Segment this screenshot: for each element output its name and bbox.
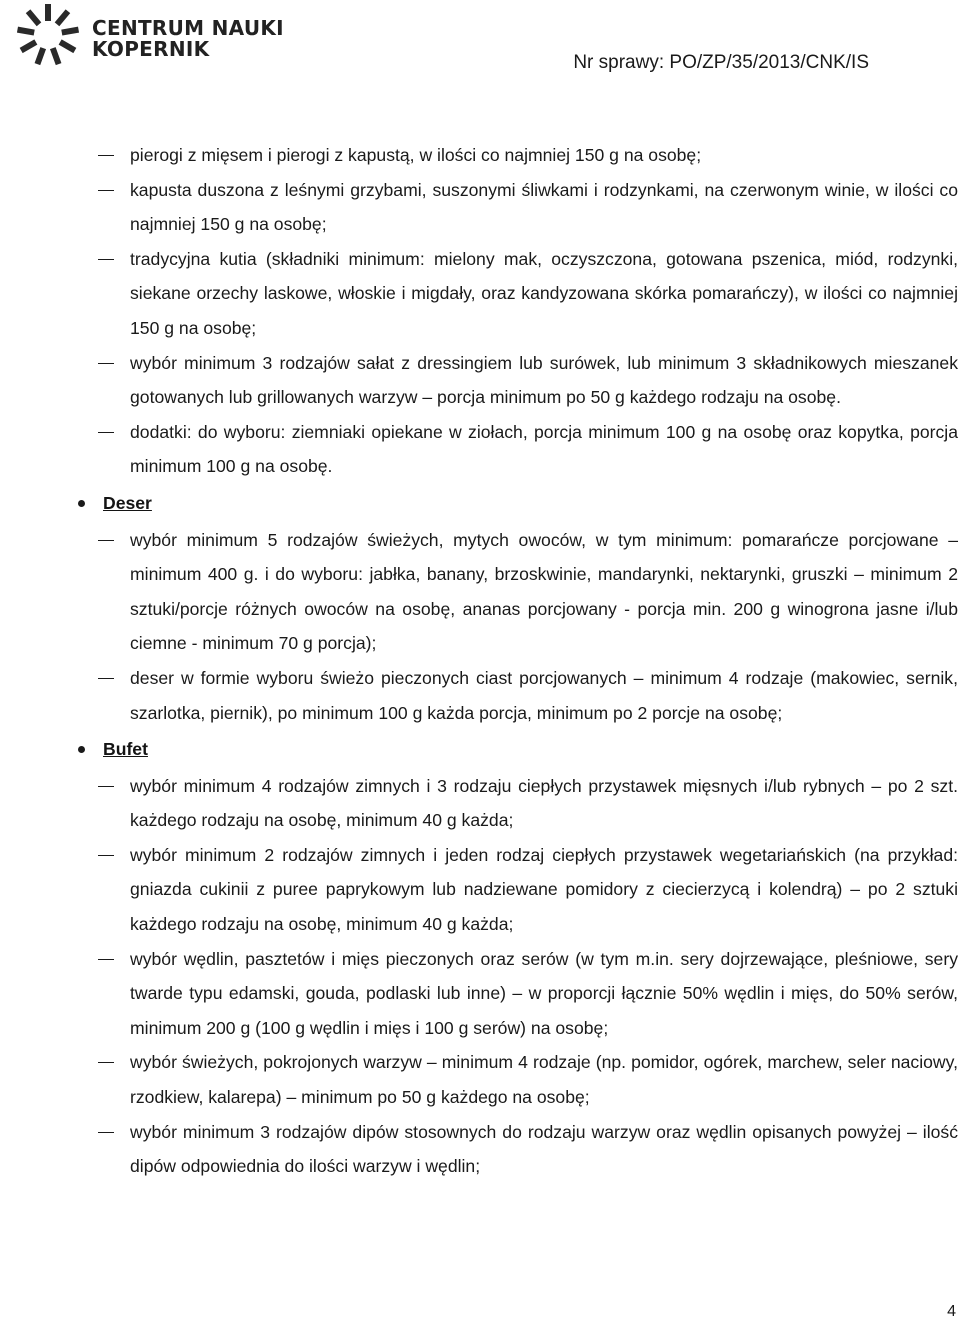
organization-name — [92, 18, 284, 60]
list-item — [130, 1045, 958, 1114]
dash-bullet-icon — [98, 540, 114, 541]
list-item-text: wybór minimum 5 rodzajów świeżych, mytych owoców, w tym minimum: pomarańcze porcjowane – minimum 400 g. i do wyboru: jabłka, banany, brzoskwinie, mandarynki, nektarynki, gruszki – minimum 2 sztuki/porcje różnych owoców na osobę, ananas porcjowany - porcja min. 200 g winogrona jasne i/lub ciemne - minimum 70 g porcja); — [130, 529, 958, 654]
list-item-text: kapusta duszona z leśnymi grzybami, suszonymi śliwkami i rodzynkami, na czerwonym winie, w ilości co najmniej 150 g na osobę; — [130, 179, 958, 235]
list-item-text: tradycyjna kutia (składniki minimum: mielony mak, oczyszczona, gotowana pszenica, miód, rodzynki, siekane orzechy laskowe, włoskie i migdały, oraz kandyzowana skórka pomarańczy), w ilości co najmniej 150 g na osobę; — [130, 248, 958, 338]
list-item — [130, 661, 958, 730]
starburst-logo-icon — [4, 2, 90, 68]
document-body — [0, 138, 960, 1184]
list-item — [130, 838, 958, 942]
organization-name-line1: CENTRUM NAUKI — [92, 16, 284, 40]
list-item-text: wybór wędlin, pasztetów i mięs pieczonych oraz serów (w tym m.in. sery dojrzewające, pleśniowe, sery twarde typu edamski, gouda, podlaski lub inne) – w proporcji łącznie 50% wędlin i mięs, do 50% serów, minimum 200 g (100 g wędlin i mięs i 100 g serów) na osobę; — [130, 948, 958, 1038]
list-item-text: wybór minimum 3 rodzajów sałat z dressingiem lub surówek, lub minimum 3 składnikowych mieszanek gotowanych lub grillowanych warzyw – porcja minimum po 50 g każdego rodzaju na osobę. — [130, 352, 958, 408]
dash-bullet-icon — [98, 855, 114, 856]
page-number: 4 — [947, 1303, 956, 1320]
list-item — [130, 242, 958, 346]
dash-bullet-icon — [98, 1132, 114, 1133]
dash-bullet-icon — [98, 190, 114, 191]
case-number: Nr sprawy: PO/ZP/35/2013/CNK/IS — [573, 52, 869, 73]
list-item — [130, 942, 958, 1046]
round-bullet-icon — [78, 500, 85, 507]
dash-bullet-icon — [98, 1062, 114, 1063]
list-item — [130, 346, 958, 415]
list-item — [130, 138, 958, 173]
list-item-text: deser w formie wyboru świeżo pieczonych ciast porcjowanych – minimum 4 rodzaje (makowiec, sernik, szarlotka, piernik), po minimum 100 g każda porcja, minimum po 2 porcje na osobę; — [130, 667, 958, 723]
list-item-text: dodatki: do wyboru: ziemniaki opiekane w ziołach, porcja minimum 100 g na osobę oraz kopytka, porcja minimum 100 g na osobę. — [130, 421, 958, 477]
list-item-text: wybór minimum 3 rodzajów dipów stosownych do rodzaju warzyw oraz wędlin opisanych powyżej – ilość dipów odpowiednia do ilości warzyw i wędlin; — [130, 1121, 958, 1177]
round-bullet-icon — [78, 746, 85, 753]
dash-bullet-icon — [98, 959, 114, 960]
page-header — [0, 0, 960, 90]
dash-bullet-icon — [98, 155, 114, 156]
list-item — [130, 173, 958, 242]
list-item-text: wybór minimum 4 rodzajów zimnych i 3 rodzaju ciepłych przystawek mięsnych i/lub rybnych – po 2 szt. każdego rodzaju na osobę, minimum 40 g każda; — [130, 775, 958, 831]
dash-bullet-icon — [98, 786, 114, 787]
section-title: Bufet — [103, 739, 148, 760]
section-title: Deser — [103, 492, 152, 513]
organization-name-line2: KOPERNIK — [92, 37, 210, 61]
dash-bullet-icon — [98, 363, 114, 364]
list-item — [130, 1115, 958, 1184]
list-item — [130, 769, 958, 838]
dash-bullet-icon — [98, 432, 114, 433]
list-item-text: wybór świeżych, pokrojonych warzyw – minimum 4 rodzaje (np. pomidor, ogórek, marchew, seler naciowy, rzodkiew, kalarepa) – minimum po 50 g każdego na osobę; — [130, 1052, 958, 1108]
dash-bullet-icon — [98, 678, 114, 679]
list-item — [130, 523, 958, 661]
list-item-text: wybór minimum 2 rodzajów zimnych i jeden rodzaj ciepłych przystawek wegetariańskich (na przykład: gniazda cukinii z puree paprykowym lub nadziewane pomidory z ciecierzycą i kolendrą) – po 2 sztuki każdego rodzaju na osobę, minimum 40 g każda; — [130, 844, 958, 935]
list-item — [130, 415, 958, 484]
dash-bullet-icon — [98, 259, 114, 260]
section-heading-bufet — [103, 732, 960, 767]
list-item-text: pierogi z mięsem i pierogi z kapustą, w ilości co najmniej 150 g na osobę; — [130, 145, 702, 165]
section-heading-deser — [103, 486, 960, 521]
